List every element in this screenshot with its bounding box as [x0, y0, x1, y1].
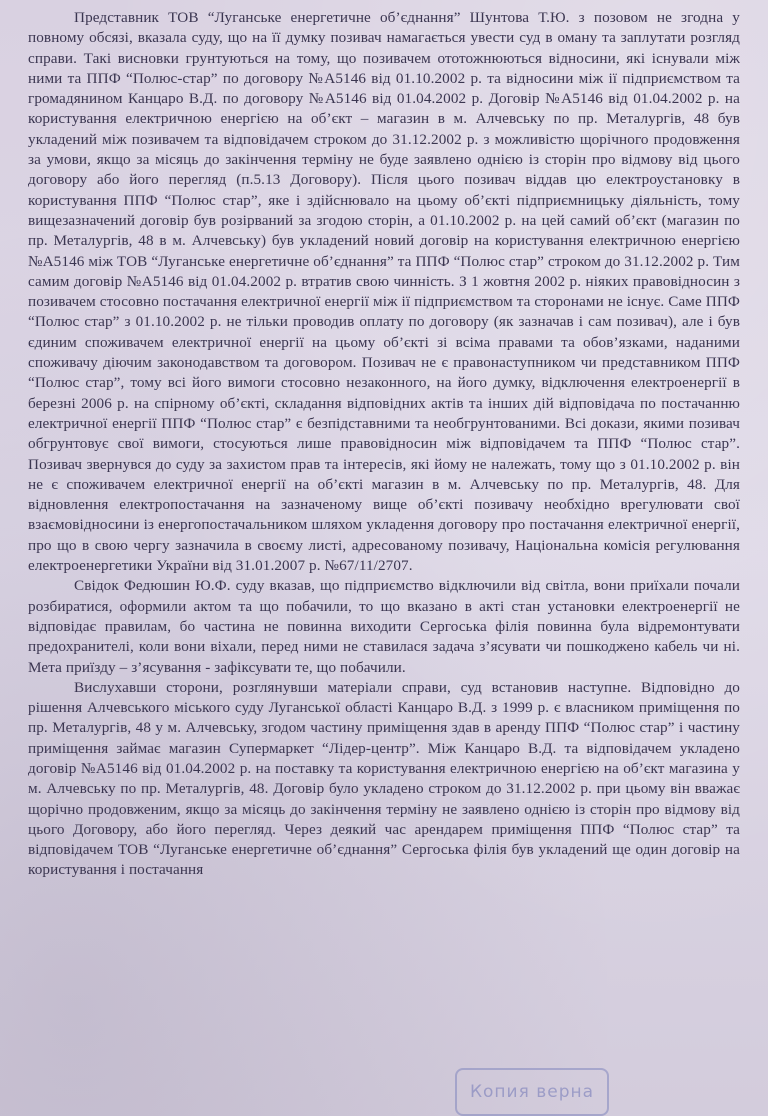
paragraph-court-findings: Вислухавши сторони, розглянувши матеріали справи, суд встановив наступне. Відповідно до рішення Алчевського міського суду Луганської області Канцаро В.Д. з 1999 р. є власником приміщення по пр. Металургів, 48 у м. Алчевську, згодом частину приміщення здав в аренду ППФ “Полюс стар” і частину приміщення займає магазин Супермаркет “Лідер-центр”. Між Канцаро В.Д. та відповідачем укладено договір №А5146 від 01.04.2002 р. на поставку та користування електричною енергією на об’єкт магазина у м. Алчевську по пр. Металургів, 48. Договір було укладено строком до 31.12.2002 р. при цьому він вважає щорічно продовженим, якщо за місяць до закінчення терміну не заявлено однією із сторін про відмову від цього Договору, або його перегляд. Через деякий час арендарем приміщення ППФ “Полюс стар” та відповідачем ТОВ “Луганське енергетичне об’єднання” Сергоська філія був укладений ще один договір на користування і постачання: [28, 678, 740, 879]
document-body: [28, 8, 740, 881]
paragraph-witness-testimony: Свідок Федюшин Ю.Ф. суду вказав, що підприємство відключили від світла, вони приїхали почали розбиратися, оформили актом та що побачили, то що вказано в акті стан установки електроенергії не відповідає правилам, бо частина не повинна виходити Сергоська філія повинна була відремонтувати предохранителі, коли вони віхали, перед ними не ставилася задача з’ясувати чи пошкоджено кабель чи ні. Мета приїзду – з’ясування - зафіксувати те, що побачили.: [28, 577, 740, 676]
paragraph-representative-testimony: Представник ТОВ “Луганське енергетичне об’єднання” Шунтова Т.Ю. з позовом не згодна у повному обсязі, вказала суду, що на її думку позивач намагається увести суд в оману та заплутати розгляд справи. Такі висновки грунтуються на тому, що позивачем ототожнюються відносини, які існували між ними та ППФ “Полюс-стар” по договору №А5146 від 01.10.2002 р. та відносини між ії підприємством та громадянином Канцаро В.Д. по договору №А5146 від 01.04.2002 р. Договір №А5146 від 01.04.2002 р. на користування електричною енергією на об’єкт – магазин в м. Алчевську по пр. Металургів, 48 був укладений між позивачем та відповідачем строком до 31.12.2002 р. з можливістю щорічного продовження за умови, якщо за місяць до закінчення терміну не буде заявлено однією із сторін про відмову від цього договору або його перегляд (п.5.13 Договору). Після цього позивач віддав цю електроустановку в користування ППФ “Полюс стар”, яке і здійснювало на цьому об’єкті підприємницьку діяльність, тому вищезазначений договір був розірваний за згодою сторін, а 01.10.2002 р. на цей самий об’єкт (магазин по пр. Металургів, 48 в м. Алчевську) був укладений новий договір на користування електричною енергією №А5146 між ТОВ “Луганське енергетичне об’єднання” та ППФ “Полюс стар” строком до 31.12.2002 р. Тим самим договір №А5146 від 01.04.2002 р. втратив свою чинність. З 1 жовтня 2002 р. ніяких правовідносин з позивачем стосовно постачання електричної енергії між ії підприємством та сторонами не існує. Саме ППФ “Полюс стар” з 01.10.2002 р. не тільки проводив оплату по договору (як зазначав і сам позивач), але і був єдиним споживачем електричної енергії на цьому об’єкті зі всіма правами та обов’язками, наданими споживачу діючим законодавством та договором. Позивач не є правонаступником чи представником ППФ “Полюс стар”, тому всі його вимоги стосовно незаконного, на його думку, відключення електроенергії в березні 2006 р. на спірному об’єкті, складання відповідних актів та інших дій відповідача по постачанню електричної енергії ППФ “Полюс стар” є безпідставними та необгрунтованими. Всі докази, якими позивач обгрунтовує свої вимоги, стосуються лише правовідносин між відповідачем та ППФ “Полюс стар”. Позивач звернувся до суду за захистом прав та інтересів, які йому не належать, тому що з 01.10.2002 р. він не є споживачем електричної енергії на об’єкті магазин в м. Алчевську по пр. Металургів, 48. Для відновлення електропостачання на зазначеному вище об’єкті позивачу необхідно врегулювати свої взаємовідносини із енергопостачальником шляхом укладення договору про постачання електричної енергії, про що в свою чергу зазначила в своєму листі, адресованому позивачу, Національна комісія регулювання електроенергетики України від 31.01.2007 р. №67/11/2707.: [28, 9, 740, 575]
copy-stamp: Копия верна: [455, 1068, 609, 1116]
